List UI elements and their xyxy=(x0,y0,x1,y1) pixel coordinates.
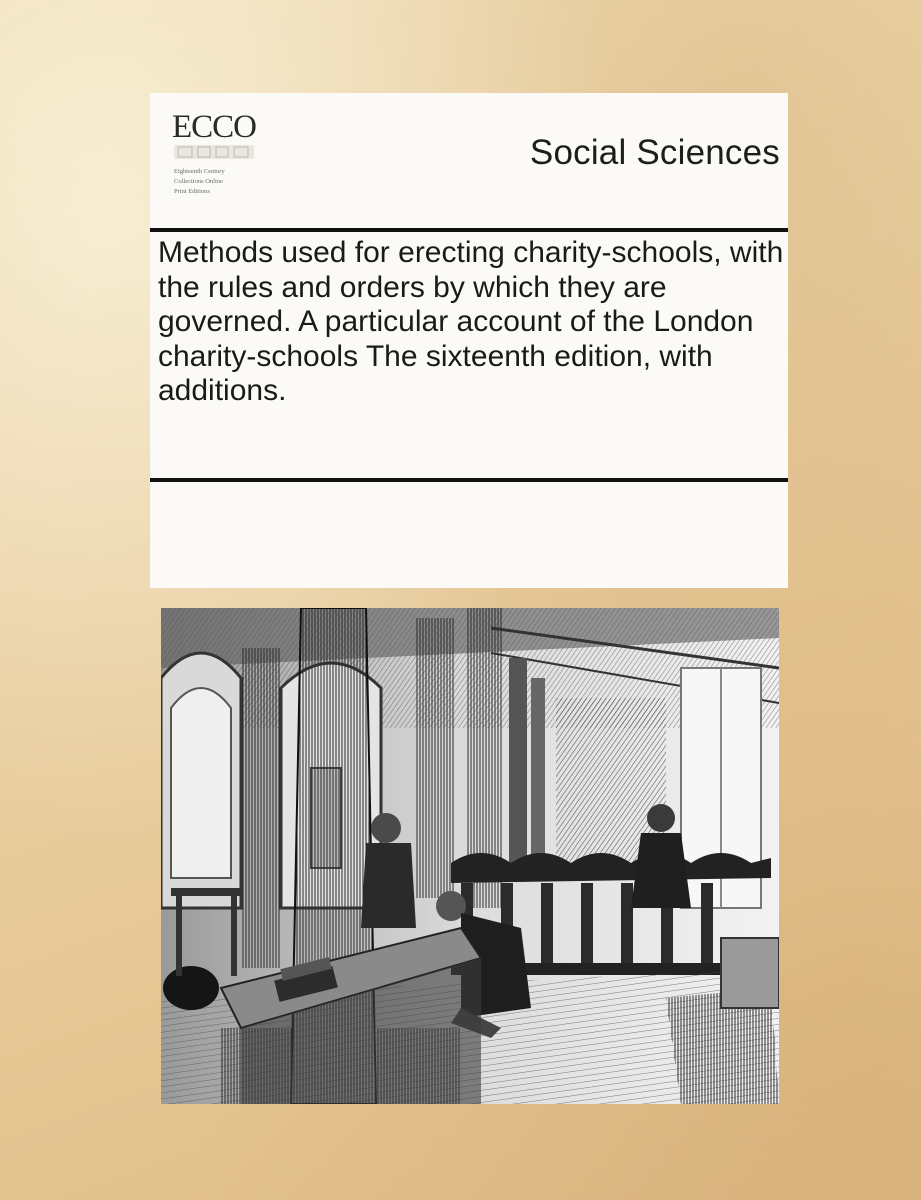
ecco-logo-line-2: Collections Online xyxy=(174,178,223,185)
cover-engraving xyxy=(161,608,779,1104)
bottom-divider xyxy=(150,478,788,482)
ecco-logo-line-1: Eighteenth Century xyxy=(174,168,225,175)
schoolroom-illustration xyxy=(161,608,779,1104)
ecco-logo-mirror-icon xyxy=(172,141,258,163)
category-label: Social Sciences xyxy=(529,133,780,172)
top-divider xyxy=(150,228,788,232)
book-title: Methods used for erecting charity-schools, with the rules and orders by which they are governed. A particular account of the London charity-schools The sixteenth edition, with additions. xyxy=(158,236,784,407)
cover-label-sheet xyxy=(150,93,788,588)
ecco-logo-line-3: Print Editions xyxy=(174,188,210,195)
ecco-logo-letters: ECCO xyxy=(172,109,257,145)
cover-header xyxy=(150,93,788,229)
ecco-logo xyxy=(168,107,268,217)
